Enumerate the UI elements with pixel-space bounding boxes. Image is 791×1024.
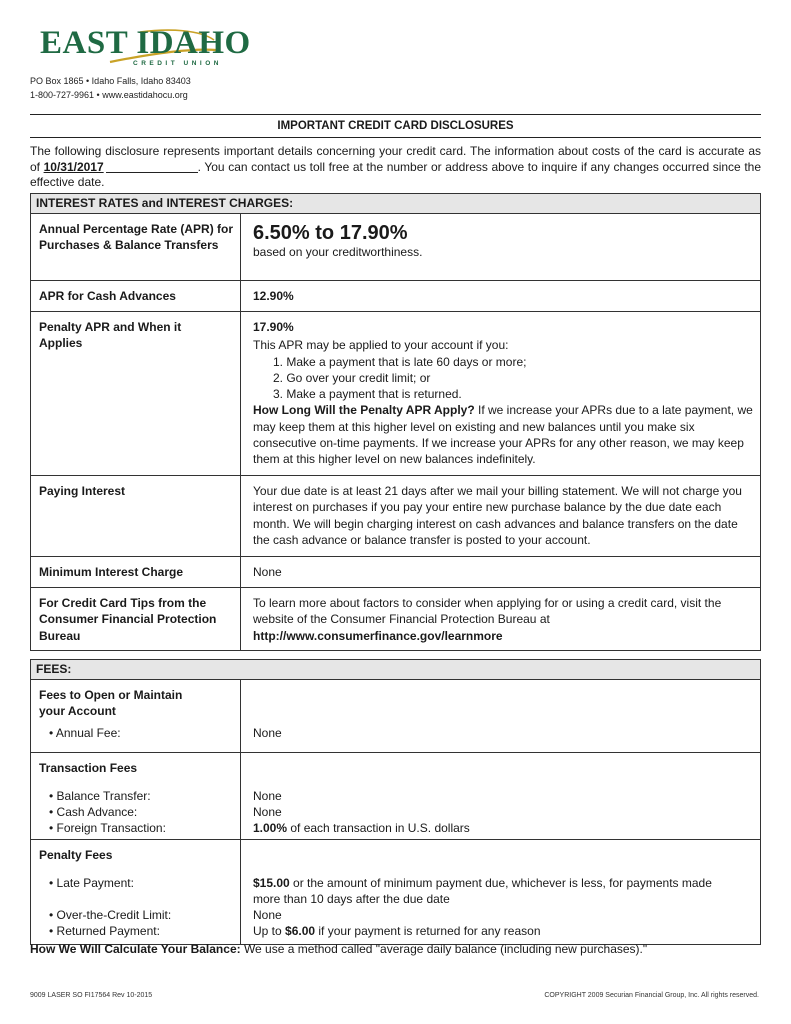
penalty-duration [253, 402, 753, 467]
cash-apr-value: 12.90% [253, 289, 294, 303]
table-row [31, 214, 760, 281]
address-line-2: 1-800-727-9961 • www.eastidahocu.org [30, 90, 188, 100]
foreign-transaction-label: • Foreign Transaction: [49, 821, 166, 835]
returned-payment-label: • Returned Payment: [49, 924, 160, 938]
logo-wordmark: EAST IDAHO [40, 25, 251, 61]
cfpb-tips-cell [253, 595, 723, 644]
fees-heading: FEES: [31, 660, 760, 680]
balance-calculation [30, 942, 647, 956]
balance-transfer-label: • Balance Transfer: [49, 789, 151, 803]
penalty-apr-value: 17.90% [253, 320, 294, 334]
foreign-transaction-value [253, 820, 743, 836]
penalty-apr-label: Penalty APR and When it Applies [39, 320, 182, 351]
cfpb-link[interactable]: http://www.consumerfinance.gov/learnmore [253, 628, 503, 643]
table-row [31, 476, 760, 557]
late-payment-value [253, 875, 723, 908]
title-rule-bottom [30, 137, 761, 138]
cash-apr-label: APR for Cash Advances [39, 289, 176, 303]
returned-fee-prefix: Up to [253, 924, 286, 938]
apr-purchase-value: 6.50% to 17.90% [253, 222, 408, 244]
table-row [31, 588, 760, 650]
annual-fee-value: None [253, 726, 282, 740]
credit-union-logo [40, 25, 251, 74]
intro-paragraph [30, 144, 761, 191]
table-row [31, 840, 760, 944]
apr-purchase-label: Annual Percentage Rate (APR) for Purchases & Balance Transfers [39, 222, 234, 253]
penalty-duration-label: How Long Will the Penalty APR Apply? [253, 403, 475, 418]
cfpb-tips-text: To learn more about factors to consider when applying for or using a credit card, visit the website of the Consumer Financial Protection Bureau at [253, 596, 722, 627]
interest-heading: INTEREST RATES and INTEREST CHARGES: [31, 194, 760, 214]
address-line-1: PO Box 1865 • Idaho Falls, Idaho 83403 [30, 76, 191, 86]
address-block [30, 74, 191, 102]
intro-text-1: The following disclosure represents important details concerning your credit card. The information about costs of the card is accurate as of [30, 144, 761, 174]
over-limit-value: None [253, 908, 282, 922]
late-payment-label: • Late Payment: [49, 876, 134, 890]
penalty-item: 1. Make a payment that is late 60 days or more; [273, 354, 527, 369]
over-limit-label: • Over-the-Credit Limit: [49, 908, 172, 922]
table-row [31, 753, 760, 840]
late-fee-text: or the amount of minimum payment due, whichever is less, for payments made more than 10 days after the due date [253, 876, 712, 907]
calc-text: We use a method called "average daily balance (including new purchases)." [240, 942, 648, 956]
calc-label: How We Will Calculate Your Balance: [30, 942, 241, 956]
cfpb-tips-label: For Credit Card Tips from the Consumer Financial Protection Bureau [39, 596, 217, 643]
min-interest-value: None [253, 565, 282, 579]
penalty-fees-label: Penalty Fees [39, 848, 113, 862]
paying-interest-text: Your due date is at least 21 days after we mail your billing statement. We will not charge you interest on purchases if you pay your entire new purchase balance by the due date each month. We will begin charging interest on cash advances and balance transfers on the date the cash advance or balance transfer is posted to your account. [253, 484, 742, 547]
logo-subtitle: CREDIT UNION [133, 60, 222, 67]
penalty-item: 3. Make a payment that is returned. [273, 387, 462, 402]
table-row [31, 312, 760, 476]
foreign-rate: 1.00% [253, 821, 288, 835]
table-row [31, 680, 760, 753]
penalty-duration-text: If we increase your APRs due to a late payment, we may keep them at this higher level on existing and new balances until you make six consecutive on-time payments. If we increase your APRs for any other reason, we may keep them at this higher level on new balances indefinitely. [253, 403, 753, 467]
foreign-rate-text: of each transaction in U.S. dollars [287, 821, 470, 835]
balance-transfer-value: None [253, 789, 282, 803]
penalty-item: 2. Go over your credit limit; or [273, 370, 431, 385]
copyright: COPYRIGHT 2009 Securian Financial Group, Inc. All rights reserved. [544, 992, 759, 999]
cash-advance-label: • Cash Advance: [49, 805, 138, 819]
transaction-fees-label: Transaction Fees [39, 761, 138, 775]
min-interest-label: Minimum Interest Charge [39, 565, 184, 579]
interest-rates-table [30, 193, 761, 651]
apr-purchase-note: based on your creditworthiness. [253, 245, 423, 259]
paying-interest-label: Paying Interest [39, 484, 126, 498]
penalty-intro: This APR may be applied to your account if you: [253, 338, 509, 353]
late-fee-amount: $15.00 [253, 876, 290, 890]
intro-text-2: . You can contact us toll free at the number or address above to inquire if any changes occurred since the effective date. [30, 159, 761, 189]
penalty-apr-cell [253, 319, 753, 468]
apr-purchase-cell [253, 222, 753, 260]
table-row [31, 281, 760, 312]
title-rule-top [30, 114, 761, 115]
table-row [31, 557, 760, 588]
effective-date: 10/31/2017 [43, 159, 104, 174]
fees-table [30, 659, 761, 945]
open-maintain-label: Fees to Open or Maintain your Account [39, 688, 183, 719]
returned-fee-amount: $6.00 [285, 924, 316, 938]
page-title: IMPORTANT CREDIT CARD DISCLOSURES [277, 120, 514, 132]
returned-payment-value [253, 923, 743, 939]
date-underline [106, 161, 198, 173]
form-number: 9009 LASER SO FI17564 Rev 10-2015 [30, 992, 153, 999]
cash-advance-value: None [253, 805, 282, 819]
returned-fee-text: if your payment is returned for any reason [315, 924, 541, 938]
annual-fee-label: • Annual Fee: [49, 726, 121, 740]
